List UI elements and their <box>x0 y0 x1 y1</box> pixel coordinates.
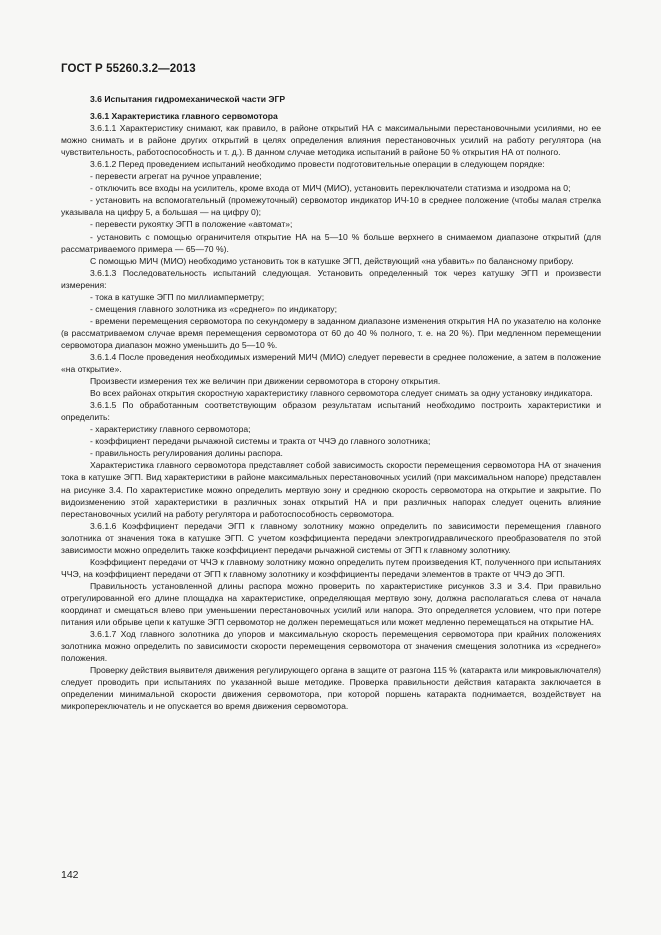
paragraph: - установить на вспомогательный (промежуточный) сервомотор индикатор ИЧ-10 в среднее положение (чтобы малая стрелка указывала на цифру 5, а большая — на цифру 0); <box>61 195 601 218</box>
paragraph: - смещения главного золотника из «среднего» по индикатору; <box>90 303 337 314</box>
paragraph: 3.6.1.3 Последовательность испытаний следующая. Установить определенный ток через катушку ЭГП и произвести измерения: <box>61 267 601 290</box>
paragraph: - установить с помощью ограничителя открытие НА на 5—10 % больше верхнего в снимаемом диапазоне открытий (для рассматриваемого примера — 65—70 %). <box>61 231 601 254</box>
paragraph: 3.6.1.7 Ход главного золотника до упоров и максимальную скорость перемещения сервомотора при крайних положениях золотника можно определить по зависимости скорости перемещения сервомотора от значения смещения золотника из «среднего» положения. <box>61 629 601 664</box>
subsection-title: 3.6.1 Характеристика главного сервомотора <box>90 111 278 122</box>
paragraph: Характеристика главного сервомотора представляет собой зависимость скорости перемещения сервомотора НА от значения тока в катушке ЭГП. Вид характеристики в районе максимальных перестановочных усилий (при максимальном напоре) представлен на рисунке 3.4. По характеристике можно определить мертвую зону и среднюю скорость сервомотора на открытие и закрытие. По видоизменению этой характеристики в различных зонах открытий НА и при различных напорах следует оценить влияние перестановочных усилий на работу регулятора и работоспособность сервомотора. <box>61 460 601 519</box>
paragraph: Произвести измерения тех же величин при движении сервомотора в сторону открытия. <box>90 376 441 387</box>
paragraph: 3.6.1.6 Коэффициент передачи ЭГП к главному золотнику можно определить по зависимости перемещения главного золотника от значения тока в катушке ЭГП. С учетом коэффициента передачи электрогидравлического преобразователя по этой зависимости можно определить также коэффициент передачи рычажной системы от ЭГП к главному золотнику. <box>61 520 601 555</box>
paragraph: 3.6.1.1 Характеристику снимают, как правило, в районе открытий НА с максимальными перестановочными усилиями, но ее можно снимать и в районе других открытий в целях определения влияния перестановочных усилий на работу регулятора (на чувствительность, работоспособность и т. д.). В данном случае методика испытаний в районе 50 % открытия НА от полного. <box>61 123 601 158</box>
paragraph: Коэффициент передачи от ЧЧЭ к главному золотнику можно определить путем произведения КТ, полученного при испытаниях ЧЧЭ, на коэффициент передачи от ЭГП к главному золотнику и коэффициенты передачи элементов в тракте от ЧЧЭ до ЭГП. <box>61 556 601 579</box>
paragraph: Проверку действия выявителя движения регулирующего органа в защите от разгона 115 % (катаракта или микровыключателя) следует проводить при испытаниях по указанной выше методике. Проверка правильности действия катаракта заключается в определении минимальной скорости движения сервомотора, при которой поршень катаракта поднимается, воздействует на микропереключатель и не опускается во время движения сервомотора. <box>61 665 601 712</box>
page-number: 142 <box>61 869 79 881</box>
paragraph: 3.6.1.2 Перед проведением испытаний необходимо провести подготовительные операции в следующем порядке: <box>90 159 545 170</box>
paragraph: - времени перемещения сервомотора по секундомеру в заданном диапазоне изменения открытия НА по указателю на колонке (в рассматриваемом случае время перемещения сервомотора от 60 до 40 % полного, т. е. на 20 %). При медленном перемещении сервомотора диапазон можно уменьшить до 5—10 %. <box>61 315 601 350</box>
document-body <box>61 93 601 712</box>
paragraph: 3.6.1.4 После проведения необходимых измерений МИЧ (МИО) следует перевести в среднее положение, а затем в положение «на открытие». <box>61 351 601 375</box>
paragraph: - коэффициент передачи рычажной системы и тракта от ЧЧЭ до главного золотника; <box>90 436 431 447</box>
paragraph: - тока в катушке ЭГП по миллиамперметру; <box>90 291 265 302</box>
paragraph: С помощью МИЧ (МИО) необходимо установить ток в катушке ЭГП, действующий «на убавить» по балансному прибору. <box>90 255 574 266</box>
paragraph: - отключить все входы на усилитель, кроме входа от МИЧ (МИО), установить переключатели статизма и изодрома на 0; <box>90 183 571 194</box>
paragraph: Правильность установленной длины распора можно проверить по характеристике рисунков 3.3 и 3.4. При правильно отрегулированной его длине площадка на характеристике, определяющая мертвую зону, должна располагаться слева от начала координат и смещаться влево при уменьшении перестановочных усилий или напора. Это определяется условием, что при потере питания или обрыве цепи к катушке ЭГП сервомотор не должен перемещаться или может медленно перемещаться на открытие НА. <box>61 580 601 628</box>
paragraph: - перевести рукоятку ЭГП в положение «автомат»; <box>90 219 293 230</box>
paragraph: - правильность регулирования долины распора. <box>90 448 283 459</box>
paragraph: 3.6.1.5 По обработанным соответствующим образом результатам испытаний необходимо построить характеристики и определить: <box>61 400 601 423</box>
paragraph-list <box>61 122 601 712</box>
paragraph: - перевести агрегат на ручное управление; <box>90 171 262 182</box>
paragraph: Во всех районах открытия скоростную характеристику главного сервомотора следует снимать за одну установку индикатора. <box>90 388 593 399</box>
document-header: ГОСТ Р 55260.3.2—2013 <box>61 63 196 75</box>
section-title: 3.6 Испытания гидромеханической части ЭГР <box>90 94 286 104</box>
paragraph: - характеристику главного сервомотора; <box>90 424 251 435</box>
